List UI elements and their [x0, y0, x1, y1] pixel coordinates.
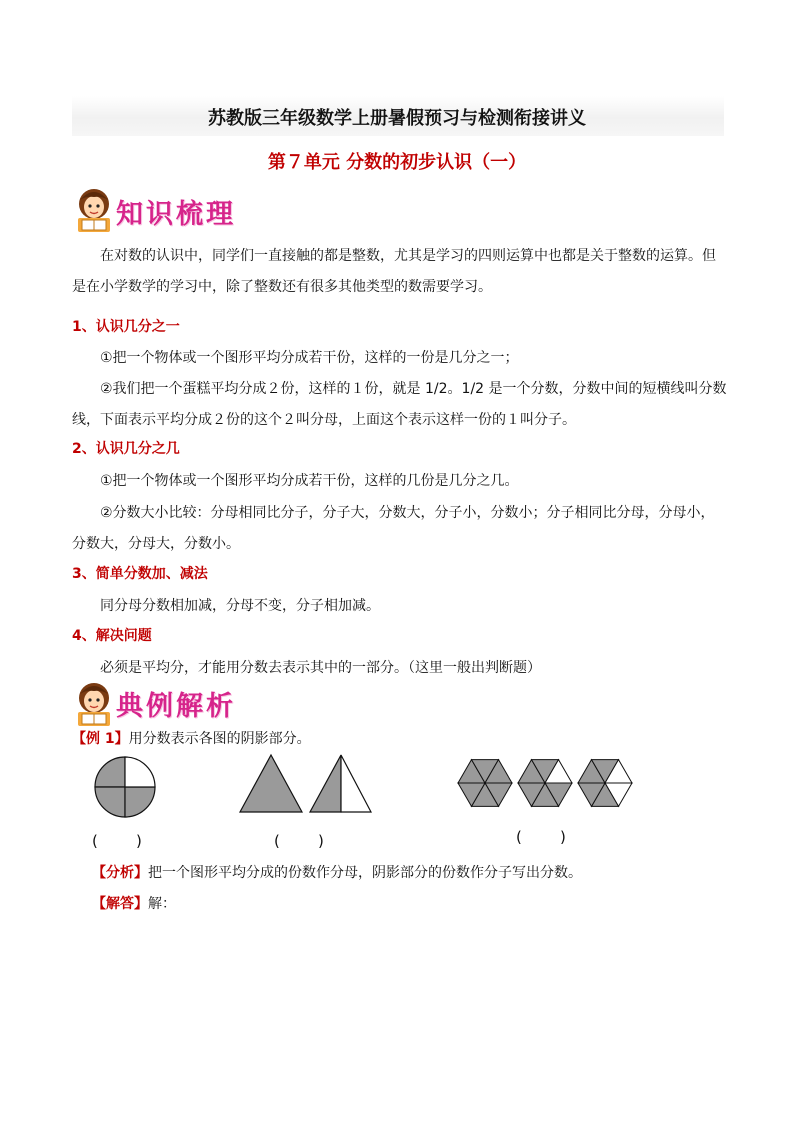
analysis-text: 把一个图形平均分成的份数作分母，阴影部分的份数作分子写出分数。 — [148, 865, 582, 881]
unit-subtitle: 第７单元 分数的初步认识（一） — [267, 152, 527, 173]
triangle-shaded — [240, 755, 302, 812]
analysis-tag: 【分析】 — [92, 865, 148, 881]
example-1-text: 用分数表示各图的阴影部分。 — [128, 731, 311, 747]
answer — [92, 893, 176, 913]
circle-sector-shaded — [95, 787, 125, 817]
knowledge-heading: 知识梳理 — [116, 199, 236, 230]
analysis — [92, 862, 582, 882]
section-1-point-2: ②我们把一个蛋糕平均分成２份，这样的１份，就是 1/2。1/2 是一个分数，分数中间的短横线叫分数 — [100, 381, 727, 397]
circle-sector-shaded — [95, 757, 125, 787]
answer-blank-hexagons[interactable]: ( ) — [516, 828, 566, 846]
hexagon-1 — [458, 760, 512, 807]
answer-tag: 【解答】 — [92, 896, 148, 912]
half-shaded-triangle-figure — [308, 752, 374, 816]
circle-sector-empty — [125, 757, 155, 787]
reading-girl-icon — [72, 186, 116, 234]
section-1-point-1: ①把一个物体或一个图形平均分成若干份，这样的一份是几分之一； — [100, 350, 519, 366]
hexagon-3 — [578, 760, 632, 807]
example-1-tag: 【例 1】 — [72, 731, 129, 747]
section-2-point-2: ②分数大小比较：分母相同比分子，分子大，分数大，分子小，分数小；分子相同比分母，分母小， — [100, 505, 715, 521]
section-3-title: 3、简单分数加、减法 — [72, 566, 208, 582]
circle-sector-shaded — [125, 787, 155, 817]
answer-text: 解： — [148, 896, 176, 912]
reading-girl-icon — [72, 680, 116, 728]
section-1-point-2-cont: 线，下面表示平均分成２份的这个２叫分母，上面这个表示这样一份的１叫分子。 — [72, 412, 576, 428]
document-title: 苏教版三年级数学上册暑假预习与检测衔接讲义 — [208, 108, 586, 129]
section-2-point-1: ①把一个物体或一个图形平均分成若干份，这样的几份是几分之几。 — [100, 473, 519, 489]
example-1 — [72, 728, 311, 748]
section-2-title: 2、认识几分之几 — [72, 441, 180, 457]
triangle-half-empty — [341, 755, 371, 812]
examples-heading: 典例解析 — [116, 691, 236, 722]
section-3-point-1: 同分母分数相加减，分母不变，分子相加减。 — [100, 598, 380, 614]
section-4-point-1: 必须是平均分，才能用分数去表示其中的一部分。（这里一般出判断题） — [100, 660, 541, 676]
shaded-triangle-figure — [238, 752, 306, 816]
hexagons-figure — [455, 752, 635, 814]
section-4-title: 4、解决问题 — [72, 628, 152, 644]
section-2-point-2-cont: 分数大，分母大，分数小。 — [72, 536, 240, 552]
quartered-circle-figure — [90, 752, 160, 822]
answer-blank-triangles[interactable]: ( ) — [274, 832, 324, 850]
hexagon-2 — [518, 760, 572, 807]
triangle-half-shaded — [310, 755, 341, 812]
answer-blank-circle[interactable]: ( ) — [92, 832, 142, 850]
section-1-title: 1、认识几分之一 — [72, 319, 180, 335]
intro-paragraph: 在对数的认识中，同学们一直接触的都是整数，尤其是学习的四则运算中也都是关于整数的运算。但是在小学数学的学习中，除了整数还有很多其他类型的数需要学习。 — [72, 248, 716, 295]
